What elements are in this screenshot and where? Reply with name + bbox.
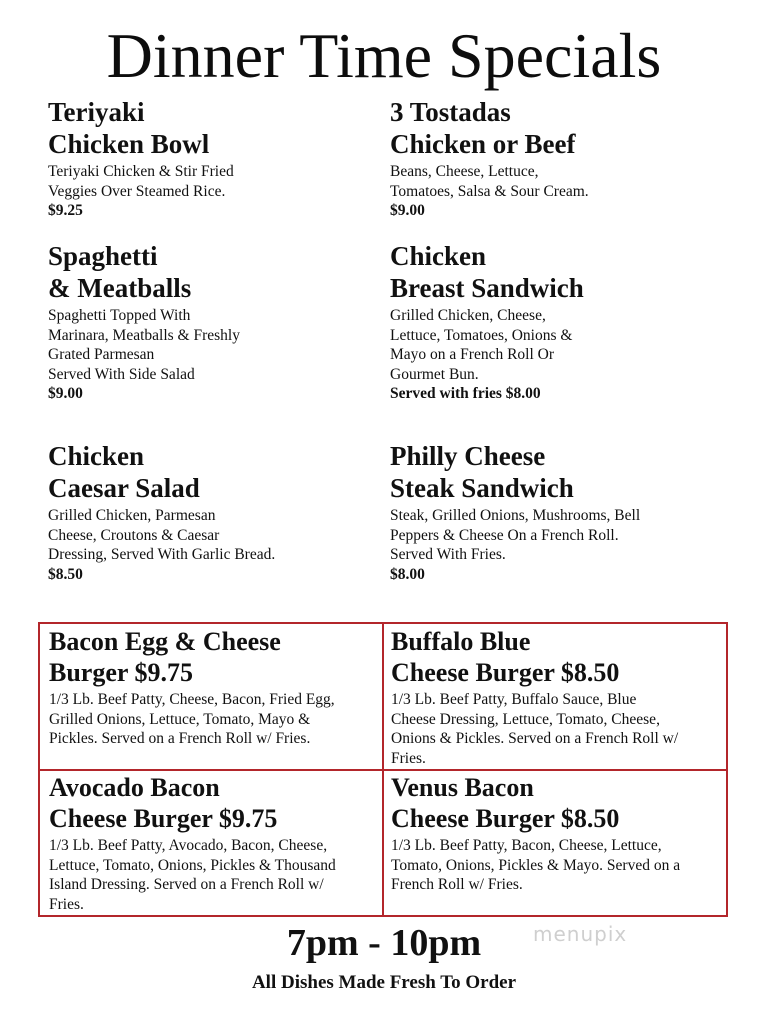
menu-item-philly-cheese-steak [390, 440, 720, 584]
item-name-line1: Philly Cheese [390, 441, 546, 471]
item-name-line1: Teriyaki [48, 97, 145, 127]
item-name-line2: Chicken or Beef [390, 129, 576, 159]
item-name-line1: 3 Tostadas [390, 97, 511, 127]
item-name-line1: Chicken [390, 241, 487, 271]
burger-name-line2: Cheese Burger $8.50 [391, 804, 620, 833]
burger-description: 1/3 Lb. Beef Patty, Cheese, Bacon, Fried Egg, Grilled Onions, Lettuce, Tomato, Mayo & Pickles. Served on a French Roll w/ Fries. [49, 691, 335, 747]
burger-avocado-bacon-cheese [49, 772, 379, 914]
menu-title: Dinner Time Specials [106, 20, 662, 91]
burger-description: 1/3 Lb. Beef Patty, Avocado, Bacon, Cheese, Lettuce, Tomato, Onions, Pickles & Thousand Island Dressing. Served on a French Roll w/ Fries. [49, 837, 336, 913]
item-description: Teriyaki Chicken & Stir Fried Veggies Over Steamed Rice. [48, 163, 234, 200]
item-name-line2: Breast Sandwich [390, 273, 584, 303]
item-name-line1: Chicken [48, 441, 145, 471]
burger-bacon-egg-cheese [49, 626, 379, 749]
item-price: $8.50 [48, 565, 83, 583]
item-name-line2: Caesar Salad [48, 473, 200, 503]
menu-item-chicken-breast-sandwich [390, 240, 720, 404]
item-description: Spaghetti Topped With Marinara, Meatballs & Freshly Grated Parmesan Served With Side Salad [48, 307, 240, 383]
footer-note: All Dishes Made Fresh To Order [251, 972, 517, 993]
item-description: Grilled Chicken, Cheese, Lettuce, Tomatoes, Onions & Mayo on a French Roll Or Gourmet Bun. [390, 307, 573, 383]
menu-item-spaghetti-meatballs [48, 240, 378, 404]
item-name-line2: & Meatballs [48, 273, 192, 303]
burger-name-line1: Venus Bacon [391, 773, 534, 802]
item-description: Grilled Chicken, Parmesan Cheese, Croutons & Caesar Dressing, Served With Garlic Bread. [48, 507, 276, 563]
item-name-line1: Spaghetti [48, 241, 158, 271]
item-description: Beans, Cheese, Lettuce, Tomatoes, Salsa & Sour Cream. [390, 163, 589, 200]
burger-name-line1: Bacon Egg & Cheese [49, 627, 281, 656]
burger-name-line1: Buffalo Blue [391, 627, 531, 656]
burger-specials-grid [38, 622, 728, 917]
menu-item-teriyaki-chicken-bowl [48, 96, 378, 221]
burger-description: 1/3 Lb. Beef Patty, Bacon, Cheese, Lettuce, Tomato, Onions, Pickles & Mayo. Served on a French Roll w/ Fries. [391, 837, 681, 893]
burger-description: 1/3 Lb. Beef Patty, Buffalo Sauce, Blue Cheese Dressing, Lettuce, Tomato, Cheese, Onions & Pickles. Served on a French Roll w/ Fries. [391, 691, 679, 767]
item-price: Served with fries $8.00 [390, 385, 541, 402]
item-price: $8.00 [390, 565, 425, 583]
burger-venus-bacon-cheese [391, 772, 721, 895]
burger-name-line2: Burger $9.75 [49, 658, 193, 687]
item-price: $9.00 [390, 202, 425, 219]
menu-item-tostadas [390, 96, 720, 221]
item-name-line2: Chicken Bowl [48, 129, 210, 159]
burger-name-line2: Cheese Burger $9.75 [49, 804, 278, 833]
burger-name-line1: Avocado Bacon [49, 773, 220, 802]
item-price: $9.00 [48, 385, 83, 402]
item-name-line2: Steak Sandwich [390, 473, 574, 503]
grid-divider-horizontal [40, 769, 726, 771]
service-hours: 7pm - 10pm [286, 922, 482, 964]
menupix-watermark: menupix [533, 922, 628, 946]
burger-buffalo-blue-cheese [391, 626, 721, 768]
item-price: $9.25 [48, 202, 83, 219]
item-description: Steak, Grilled Onions, Mushrooms, Bell Peppers & Cheese On a French Roll. Served With Fries. [390, 507, 641, 563]
burger-name-line2: Cheese Burger $8.50 [391, 658, 620, 687]
menu-item-chicken-caesar-salad [48, 440, 378, 584]
